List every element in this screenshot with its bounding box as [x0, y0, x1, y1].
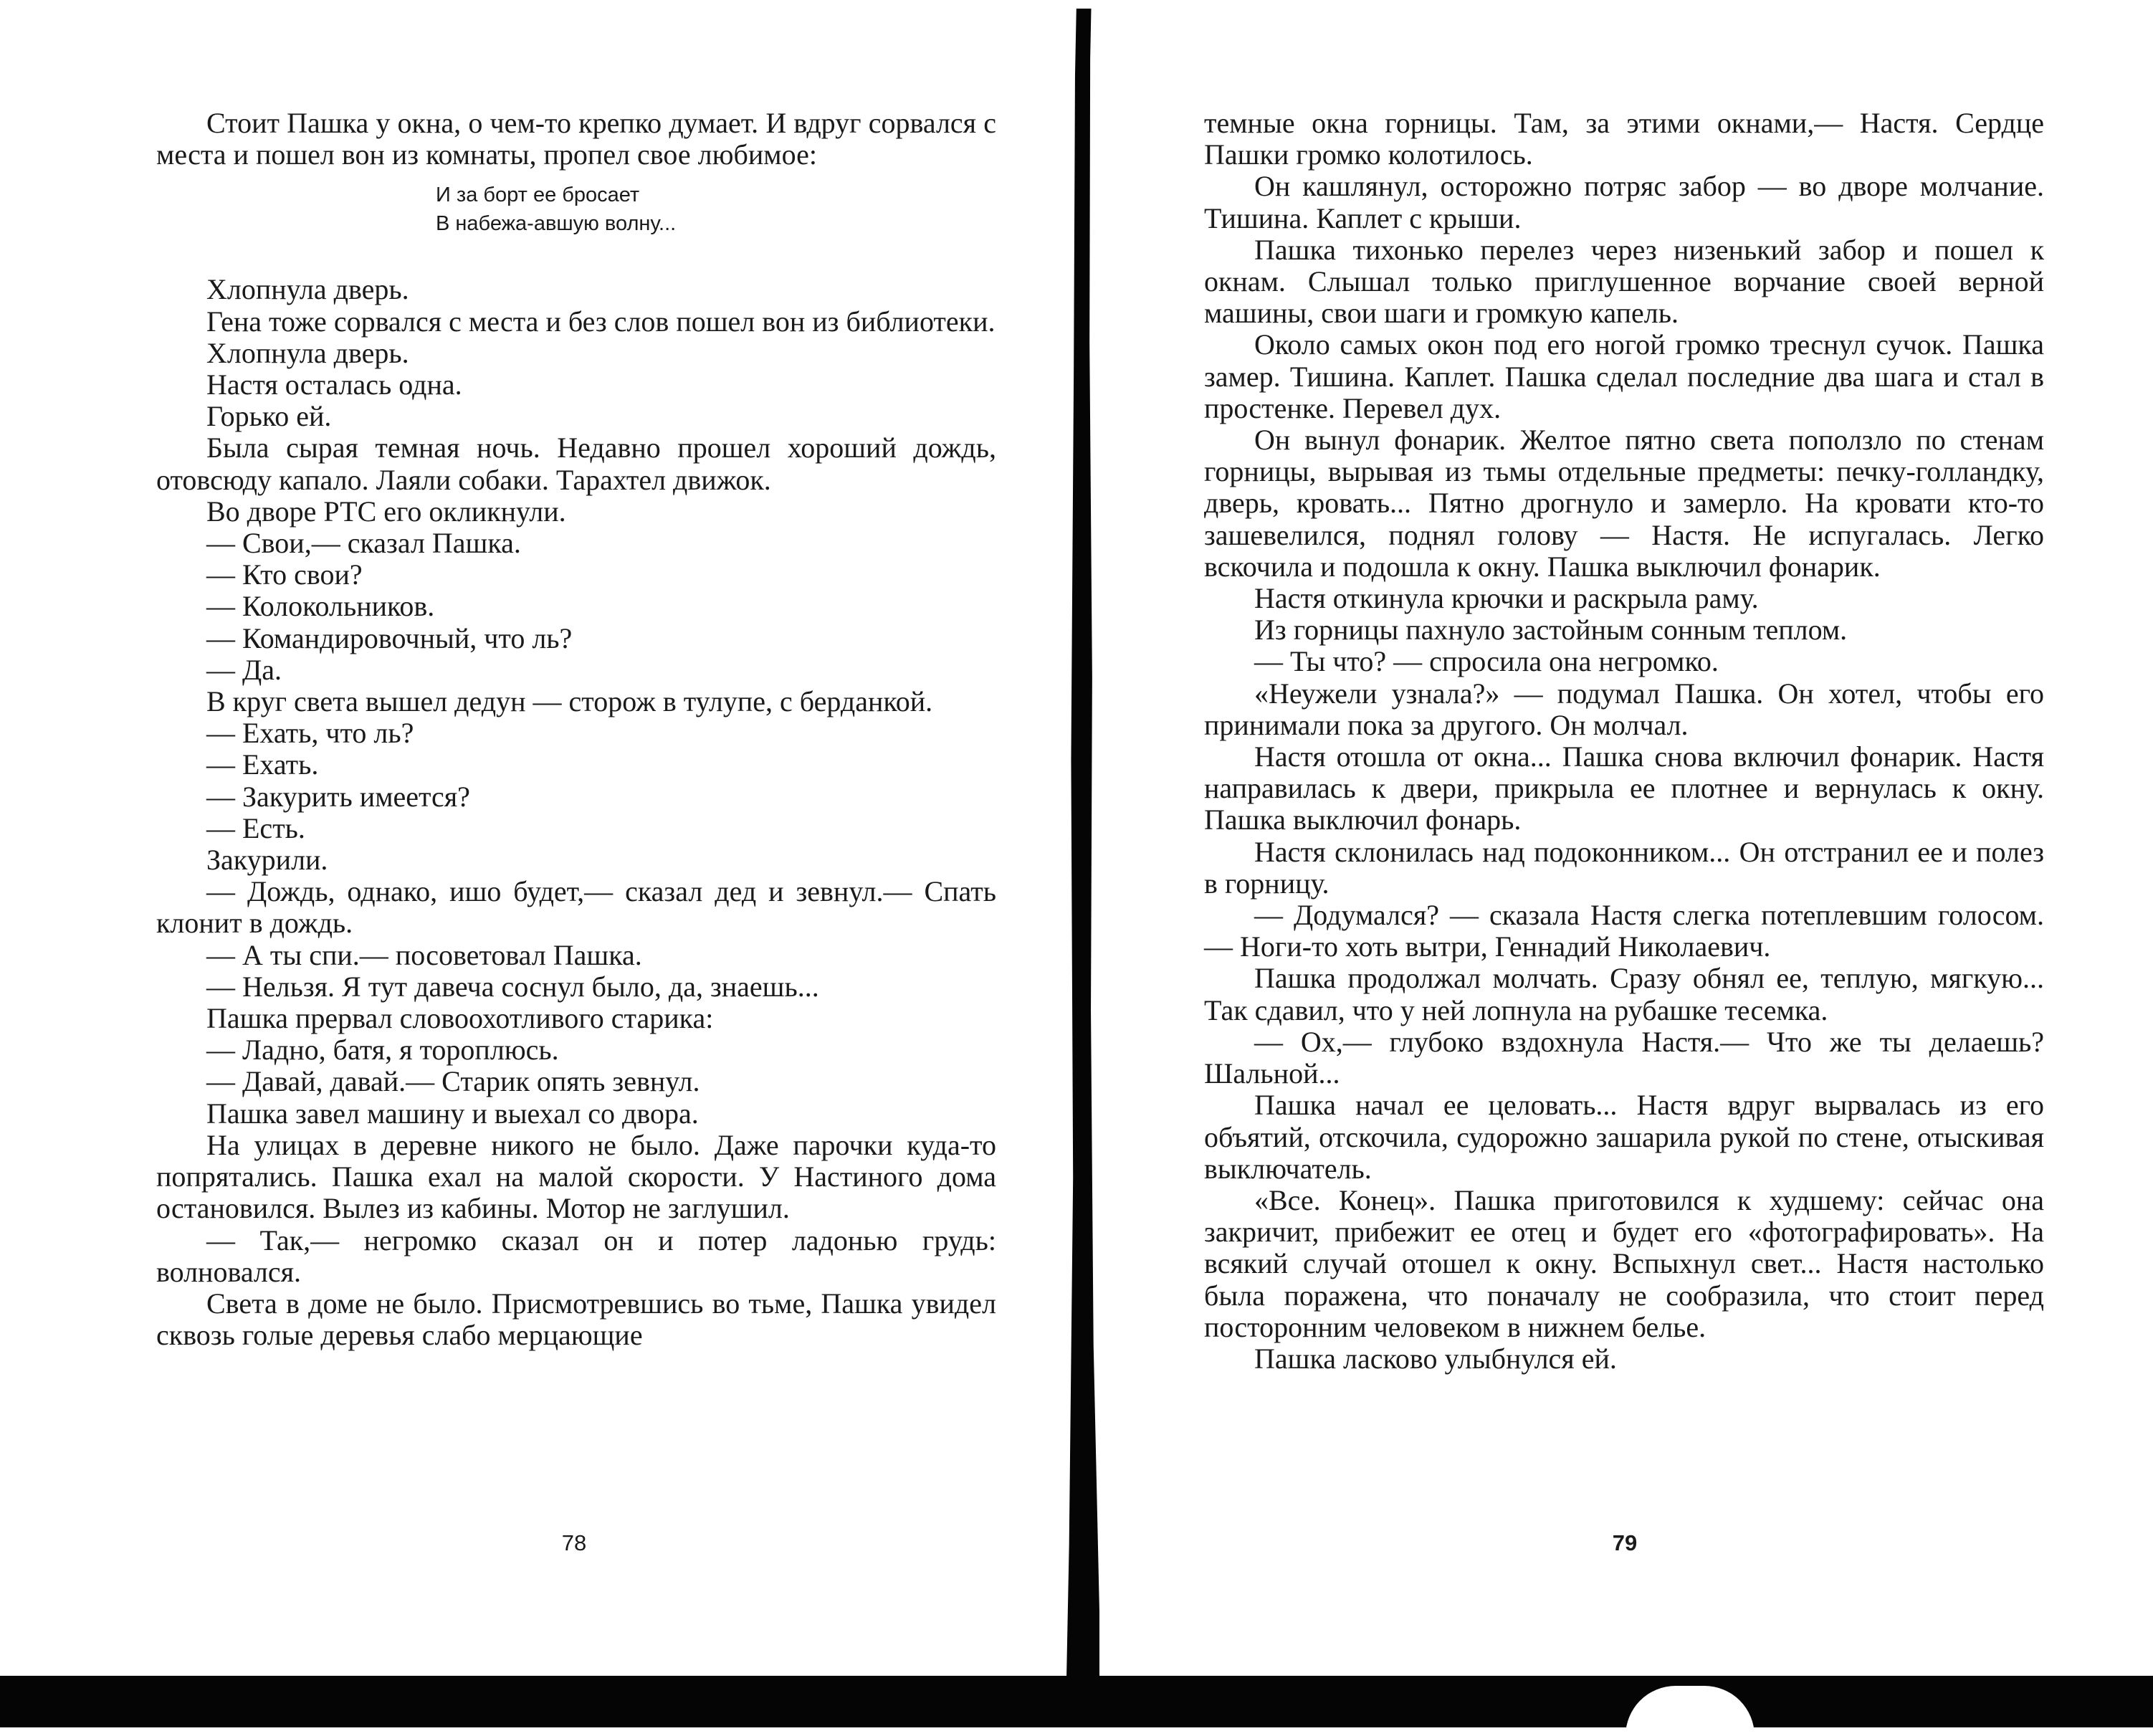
right-page [1204, 108, 2044, 1375]
paragraph: Настя отошла от окна... Пашка снова включил фонарик. Настя направилась к двери, прикрыла ее плотнее и вернулась к окну. Пашка выключил фонарь. [1204, 740, 2044, 836]
paragraph: — Так,— негромко сказал он и потер ладонью грудь: волновался. [156, 1224, 996, 1288]
scan-bottom-shadow [0, 1676, 2153, 1727]
book-gutter-shadow [1066, 9, 1099, 1679]
paragraph: Он кашлянул, осторожно потряс забор — во дворе молчание. Тишина. Каплет с крыши. [1204, 170, 2044, 234]
paragraph: — Закурить имеется? [206, 780, 470, 813]
paragraph: Была сырая темная ночь. Недавно прошел хороший дождь, отовсюду капало. Лаяли собаки. Тарахтел движок. [156, 431, 996, 496]
left-page-text [156, 108, 996, 1351]
paragraph: На улицах в деревне никого не было. Даже парочки куда-то попрятались. Пашка ехал на малой скорости. У Настиного дома остановился. Вылез из кабины. Мотор не заглушил. [156, 1128, 996, 1225]
paragraph: — Нельзя. Я тут давеча соснул было, да, знаешь... [206, 970, 819, 1003]
paragraph: темные окна горницы. Там, за этими окнами,— Настя. Сердце Пашки громко колотилось. [1204, 107, 2044, 171]
paragraph: Около самых окон под его ногой громко треснул сучок. Пашка замер. Тишина. Каплет. Пашка сделал последние два шага и стал в простенке. Перевел дух. [1204, 328, 2044, 424]
paragraph: Хлопнула дверь. [206, 273, 409, 306]
paragraph: — Дождь, однако, ишо будет,— сказал дед и зевнул.— Спать клонит в дождь. [156, 875, 996, 940]
paragraph: Горько ей. [206, 400, 332, 433]
paragraph: Настя осталась одна. [206, 368, 462, 401]
paragraph: Пашка прервал словоохотливого старика: [206, 1002, 714, 1035]
paragraph: Света в доме не было. Присмотревшись во тьме, Пашка увидел сквозь голые деревья слабо мерцающие [156, 1287, 996, 1352]
verse-line: В набежа-авшую волну... [436, 212, 677, 236]
paragraph: — Да. [206, 653, 282, 686]
paragraph: «Неужели узнала?» — подумал Пашка. Он хотел, чтобы его принимали пока за другого. Он молчал. [1204, 677, 2044, 741]
paragraph: — Ладно, батя, я тороплюсь. [206, 1034, 559, 1067]
paragraph: — Свои,— сказал Пашка. [206, 527, 521, 560]
paragraph: Закурили. [206, 844, 328, 877]
paragraph: — Командировочный, что ль? [206, 621, 573, 654]
paragraph: — Ты что? — спросила она негромко. [1254, 645, 1719, 678]
paragraph: «Все. Конец». Пашка приготовился к худшему: сейчас она закричит, прибежит ее отец и будет его «фотографировать». На всякий случай отошел к окну. Вспыхнул свет... Настя настолько была поражена, что поначалу не сообразила, что стоит перед посторонним человеком в нижнем белье. [1204, 1183, 2044, 1343]
paragraph: Из горницы пахнуло застойным сонным теплом. [1254, 614, 1848, 647]
paragraph: Гена тоже сорвался с места и без слов пошел вон из библиотеки. [206, 305, 996, 338]
page-number-left: 78 [561, 1530, 587, 1555]
paragraph: — Колокольников. [206, 590, 435, 623]
paragraph: — Ох,— глубоко вздохнула Настя.— Что же ты делаешь? Шальной... [1204, 1025, 2044, 1090]
paragraph: — Ехать. [206, 748, 319, 781]
paragraph: Настя склонилась над подоконником... Он отстранил ее и полез в горницу. [1204, 835, 2044, 900]
paragraph: — Есть. [206, 811, 305, 844]
paragraph: Хлопнула дверь. [206, 336, 409, 369]
paragraph: Пашка продолжал молчать. Сразу обнял ее, теплую, мягкую... Так сдавил, что у ней лопнула на рубашке тесемка. [1204, 962, 2044, 1026]
paragraph: Пашка тихонько перелез через низенький забор и пошел к окнам. Слышал только приглушенное ворчание своей верной машины, свои шаги и громкую капель. [1204, 233, 2044, 330]
paragraph: Пашка завел машину и выехал со двора. [206, 1097, 699, 1130]
paragraph: Настя откинула крючки и раскрыла раму. [1254, 582, 1759, 615]
right-page-text [1204, 108, 2044, 1375]
paragraph: — Кто свои? [206, 558, 363, 591]
paragraph: — Додумался? — сказала Настя слегка потеплевшим голосом.— Ноги-то хоть вытри, Геннадий Николаевич. [1204, 899, 2044, 963]
paragraph: Пашка ласково улыбнулся ей. [1254, 1342, 1617, 1375]
paragraph: Пашка начал ее целовать... Настя вдруг вырвалась из его объятий, отскочила, судорожно зашарила рукой по стене, отыскивая выключатель. [1204, 1089, 2044, 1185]
paragraph: — А ты спи.— посоветовал Пашка. [206, 938, 642, 971]
paragraph: В круг света вышел дедун — сторож в тулупе, с берданкой. [206, 685, 933, 718]
paragraph: — Ехать, что ль? [206, 717, 414, 750]
paragraph: Во дворе РТС его окликнули. [206, 495, 566, 528]
page-number-right: 79 [1612, 1530, 1638, 1555]
paragraph: Он вынул фонарик. Желтое пятно света поползло по стенам горницы, вырывая из тьмы отдельные предметы: печку-голландку, дверь, кровать... Пятно дрогнуло и замерло. На кровати кто-то зашевелился, поднял голову — Настя. Не испугалась. Легко вскочила и подошла к окну. Пашка выключил фонарик. [1204, 424, 2044, 583]
verse-line: И за борт ее бросает [436, 183, 640, 207]
paragraph: Стоит Пашка у окна, о чем-то крепко думает. И вдруг сорвался с места и пошел вон из комнаты, пропел свое любимое: [156, 107, 996, 171]
verse-quote [436, 181, 996, 238]
left-page [156, 108, 996, 1351]
paragraph: — Давай, давай.— Старик опять зевнул. [206, 1065, 700, 1098]
